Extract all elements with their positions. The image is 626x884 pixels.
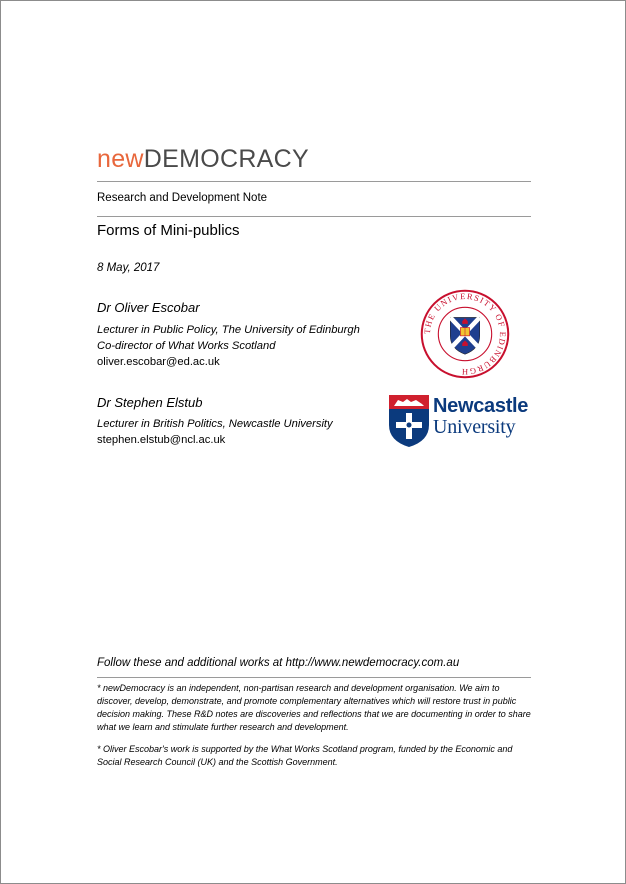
brand-logo <box>97 145 309 174</box>
page-title: Forms of Mini-publics <box>97 222 240 239</box>
header-divider-top <box>97 181 531 182</box>
newcastle-university-logo <box>389 395 549 451</box>
author-role-escobar: Lecturer in Public Policy, The University of Edinburgh <box>97 324 360 336</box>
footer-divider <box>97 677 531 678</box>
publication-date: 8 May, 2017 <box>97 262 160 274</box>
footnote-newdemocracy: * newDemocracy is an independent, non-partisan research and development organisation. We aim to discover, develop, demonstrate, and promote complementary alternatives which will restore trust in public decision making. These R&D notes are discoveries and reflections that we are documenting in order to share what we learn and stimulate further research and development. <box>97 683 531 732</box>
author-email-elstub[interactable]: stephen.elstub@ncl.ac.uk <box>97 434 226 446</box>
doc-type: Research and Development Note <box>97 192 268 204</box>
author-email-escobar[interactable]: oliver.escobar@ed.ac.uk <box>97 356 220 368</box>
brand-suffix: DEMOCRACY <box>143 145 309 173</box>
newcastle-wordmark-line1: Newcastle <box>433 395 529 417</box>
edinburgh-seal-logo <box>419 288 511 380</box>
newcastle-wordmark-line2: University <box>433 416 516 438</box>
follow-link-text[interactable]: Follow these and additional works at http://www.newdemocracy.com.au <box>97 657 460 669</box>
newcastle-shield-icon <box>389 395 429 447</box>
brand-prefix: new <box>97 145 144 173</box>
edinburgh-seal-text: THE UNIVERSITY OF EDINBURGH <box>421 290 509 378</box>
author-role-elstub: Lecturer in British Politics, Newcastle University <box>97 418 333 430</box>
author-name-elstub: Dr Stephen Elstub <box>97 395 203 410</box>
author-name-escobar: Dr Oliver Escobar <box>97 300 200 315</box>
header-divider-bottom <box>97 216 531 217</box>
author-role2-escobar: Co-director of What Works Scotland <box>97 340 276 352</box>
footnote-funding: * Oliver Escobar's work is supported by the What Works Scotland program, funded by the Economic and Social Research Council (UK) and the Scottish Government. <box>97 744 513 767</box>
